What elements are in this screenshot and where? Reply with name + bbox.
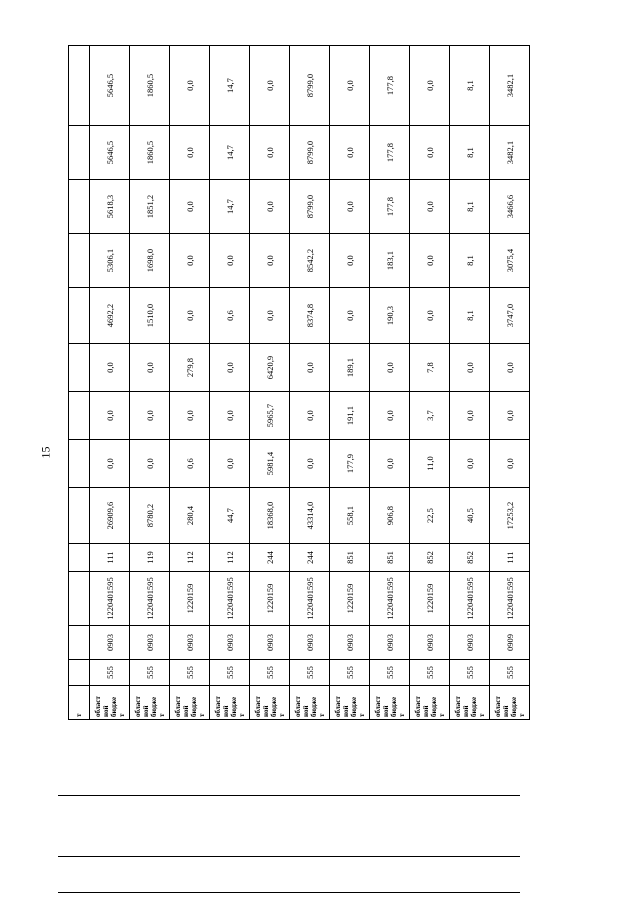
table-cell: 1220159 (250, 572, 290, 626)
table-cell: 244 (290, 544, 330, 572)
table-cell: 1220159 (410, 572, 450, 626)
table-cell: 5646,5 (90, 126, 130, 180)
table-cell: 852 (450, 544, 490, 572)
table-cell: 14,7 (210, 46, 250, 126)
table-cell: 22,5 (410, 488, 450, 544)
table-cell: 119 (130, 544, 170, 572)
table-cell: 0,0 (170, 46, 210, 126)
table-row (490, 46, 530, 720)
table-cell: област ной бюдже т (170, 686, 210, 720)
table-cell: 0,0 (330, 288, 370, 344)
table-cell: 0,0 (330, 234, 370, 288)
table-cell: 8799,0 (290, 46, 330, 126)
table-row (290, 46, 330, 720)
table-row (450, 46, 490, 720)
table-cell: 5618,3 (90, 180, 130, 234)
table-cell: 40,5 (450, 488, 490, 544)
table-cell: 555 (130, 660, 170, 686)
table-cell: 0,0 (290, 440, 330, 488)
table-cell: 189,1 (330, 344, 370, 392)
header-cell (69, 234, 90, 288)
table-cell: 0,0 (210, 440, 250, 488)
table-row (250, 46, 290, 720)
table-cell: 0,0 (250, 46, 290, 126)
table-cell: 555 (490, 660, 530, 686)
table-cell: 111 (90, 544, 130, 572)
table-cell: 1860,5 (130, 46, 170, 126)
table-cell: 1851,2 (130, 180, 170, 234)
table-cell: 0,0 (490, 344, 530, 392)
table-cell: 6420,9 (250, 344, 290, 392)
header-cell (69, 344, 90, 392)
table-cell: 17253,2 (490, 488, 530, 544)
table-cell: 0,0 (210, 234, 250, 288)
table-cell: 852 (410, 544, 450, 572)
table-cell: 0,0 (370, 392, 410, 440)
table-cell: 555 (250, 660, 290, 686)
table-cell: 112 (210, 544, 250, 572)
signature-line-3 (58, 892, 520, 893)
header-cell (69, 572, 90, 626)
table-cell: 0,0 (170, 392, 210, 440)
table-cell: 555 (450, 660, 490, 686)
table-cell: 11,0 (410, 440, 450, 488)
budget-table (68, 45, 530, 720)
table-cell: област ной бюдже т (370, 686, 410, 720)
table-cell: 0903 (450, 626, 490, 660)
table-cell: област ной бюдже т (330, 686, 370, 720)
signature-line-2 (58, 856, 520, 857)
table-cell: 244 (250, 544, 290, 572)
table-cell: 3466,6 (490, 180, 530, 234)
table-cell: 0,0 (90, 344, 130, 392)
table-row (170, 46, 210, 720)
table-cell: 183,1 (370, 234, 410, 288)
table-cell: 0903 (210, 626, 250, 660)
table-cell: 0,0 (130, 344, 170, 392)
table-cell: 851 (370, 544, 410, 572)
table-cell: 3,7 (410, 392, 450, 440)
header-cell: т (69, 686, 90, 720)
table-cell: 555 (410, 660, 450, 686)
table-cell: област ной бюдже т (90, 686, 130, 720)
table-cell: 5965,7 (250, 392, 290, 440)
table-cell: 555 (330, 660, 370, 686)
table-cell: 555 (170, 660, 210, 686)
table-cell: 0,0 (330, 46, 370, 126)
header-cell (69, 544, 90, 572)
table-row (90, 46, 130, 720)
table-cell: 0,6 (210, 288, 250, 344)
table-cell: 0,0 (170, 288, 210, 344)
table-cell: 1220401595 (450, 572, 490, 626)
table-cell: 3747,0 (490, 288, 530, 344)
table-cell: 906,8 (370, 488, 410, 544)
table-cell: 0903 (370, 626, 410, 660)
table-cell: 3075,4 (490, 234, 530, 288)
header-cell (69, 626, 90, 660)
table-cell: 0,0 (410, 126, 450, 180)
table-cell: 0,0 (410, 234, 450, 288)
table-row (210, 46, 250, 720)
table-cell: 8,1 (450, 234, 490, 288)
table-cell: 0,0 (450, 392, 490, 440)
table-cell: 0,0 (490, 440, 530, 488)
table-cell: 555 (90, 660, 130, 686)
table-cell: 1510,0 (130, 288, 170, 344)
table-cell: 1220401595 (90, 572, 130, 626)
table-cell: 8,1 (450, 288, 490, 344)
table-cell: 0909 (490, 626, 530, 660)
table-cell: 0,0 (410, 46, 450, 126)
table-cell: 0,0 (90, 440, 130, 488)
table-cell: 5646,5 (90, 46, 130, 126)
table-cell: 0,0 (450, 440, 490, 488)
table-cell: 1220159 (330, 572, 370, 626)
table-cell: 8799,0 (290, 126, 330, 180)
table-cell: 1220401595 (370, 572, 410, 626)
table-cell: 177,8 (370, 180, 410, 234)
signature-line-1 (58, 795, 520, 796)
table-cell: 0903 (290, 626, 330, 660)
table-cell: 0,0 (170, 180, 210, 234)
table-cell: 177,8 (370, 46, 410, 126)
table-cell: 0,0 (250, 288, 290, 344)
table-cell: 1220401595 (490, 572, 530, 626)
table-cell: 0,0 (170, 126, 210, 180)
table-cell: 0903 (90, 626, 130, 660)
table-cell: 0,0 (130, 392, 170, 440)
table-cell: 0,0 (330, 180, 370, 234)
table-cell: 191,1 (330, 392, 370, 440)
table-cell: 0,0 (250, 126, 290, 180)
table-cell: област ной бюдже т (210, 686, 250, 720)
table-cell: 4692,2 (90, 288, 130, 344)
table-cell: 0,0 (210, 344, 250, 392)
table-cell: 3482,1 (490, 126, 530, 180)
table-cell: област ной бюдже т (490, 686, 530, 720)
table-row (370, 46, 410, 720)
table-cell: 0,0 (250, 234, 290, 288)
header-cell (69, 392, 90, 440)
table-cell: 43314,0 (290, 488, 330, 544)
table-cell: област ной бюдже т (290, 686, 330, 720)
table-cell: 0,0 (410, 180, 450, 234)
table-cell: 555 (370, 660, 410, 686)
table-cell: 14,7 (210, 126, 250, 180)
table-cell: 558,1 (330, 488, 370, 544)
table-cell: 190,3 (370, 288, 410, 344)
header-cell (69, 46, 90, 126)
table-cell: 18368,0 (250, 488, 290, 544)
table-cell: 8,1 (450, 46, 490, 126)
table-cell: 0,0 (130, 440, 170, 488)
table-cell: 5306,1 (90, 234, 130, 288)
table-cell: област ной бюдже т (450, 686, 490, 720)
table-cell: 177,9 (330, 440, 370, 488)
table-cell: 8,1 (450, 180, 490, 234)
header-cell (69, 126, 90, 180)
table-cell: 0,0 (370, 344, 410, 392)
table-cell: 0,0 (330, 126, 370, 180)
header-cell (69, 288, 90, 344)
table-cell: 279,8 (170, 344, 210, 392)
table-cell: 1220159 (170, 572, 210, 626)
table-cell: 0,0 (90, 392, 130, 440)
table-row (410, 46, 450, 720)
table-header-row (69, 46, 90, 720)
table-row (330, 46, 370, 720)
table-cell: 8799,0 (290, 180, 330, 234)
budget-table-area (68, 46, 530, 720)
table-cell: 0,0 (290, 344, 330, 392)
table-cell: 0903 (250, 626, 290, 660)
page-number: 15 (38, 446, 53, 459)
header-cell (69, 180, 90, 234)
table-cell: 0,0 (170, 234, 210, 288)
table-cell: 8542,2 (290, 234, 330, 288)
table-cell: 0,0 (450, 344, 490, 392)
table-cell: 1860,5 (130, 126, 170, 180)
table-cell: 0903 (130, 626, 170, 660)
table-cell: 280,4 (170, 488, 210, 544)
table-cell: 0,0 (290, 392, 330, 440)
table-cell: 8,1 (450, 126, 490, 180)
table-row (130, 46, 170, 720)
table-cell: 0,0 (370, 440, 410, 488)
table-cell: 851 (330, 544, 370, 572)
table-cell: 0903 (170, 626, 210, 660)
table-cell: област ной бюдже т (410, 686, 450, 720)
table-cell: 44,7 (210, 488, 250, 544)
table-cell: 1220401595 (130, 572, 170, 626)
table-cell: 26909,6 (90, 488, 130, 544)
table-cell: 7,8 (410, 344, 450, 392)
table-cell: 1220401595 (290, 572, 330, 626)
table-cell: 0,6 (170, 440, 210, 488)
table-cell: 555 (290, 660, 330, 686)
table-cell: 0,0 (490, 392, 530, 440)
table-cell: 0,0 (210, 392, 250, 440)
header-cell (69, 440, 90, 488)
table-cell: 1220401595 (210, 572, 250, 626)
table-cell: 5981,4 (250, 440, 290, 488)
table-cell: 555 (210, 660, 250, 686)
table-cell: 14,7 (210, 180, 250, 234)
table-cell: област ной бюдже т (130, 686, 170, 720)
header-cell (69, 660, 90, 686)
table-cell: област ной бюдже т (250, 686, 290, 720)
table-cell: 8780,2 (130, 488, 170, 544)
header-cell (69, 488, 90, 544)
table-cell: 177,8 (370, 126, 410, 180)
table-cell: 0903 (410, 626, 450, 660)
table-cell: 8374,8 (290, 288, 330, 344)
table-cell: 3482,1 (490, 46, 530, 126)
table-cell: 0,0 (410, 288, 450, 344)
rotated-table-container (68, 46, 530, 720)
table-cell: 1698,0 (130, 234, 170, 288)
table-cell: 0,0 (250, 180, 290, 234)
table-cell: 112 (170, 544, 210, 572)
table-cell: 111 (490, 544, 530, 572)
table-cell: 0903 (330, 626, 370, 660)
